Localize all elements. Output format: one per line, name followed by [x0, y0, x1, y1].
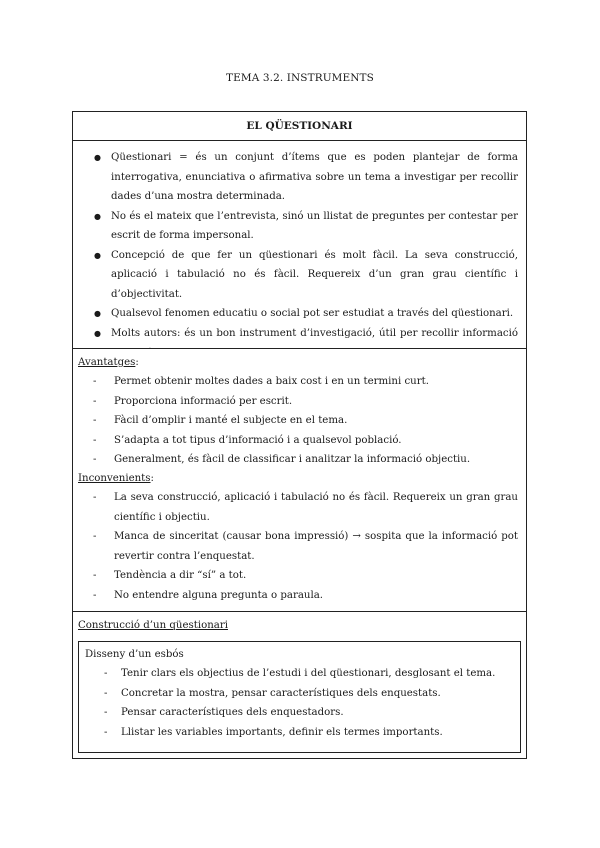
dash-icon: - [93, 376, 97, 387]
list-item: - Llistar les variables importants, definir els termes importants. [85, 723, 514, 743]
avantatges-list [78, 372, 520, 470]
dash-icon: - [93, 491, 97, 503]
list-item: ● Qüestionari = és un conjunt d’ítems que es poden plantejar de forma interrogativa, enunciativa o afirmativa sobre un tema a investigar per recollir dades d’una mostra determinada. [81, 148, 518, 207]
construction-box [72, 611, 527, 759]
list-item: - La seva construcció, aplicació i tabulació no és fàcil. Requereix un gran grau científic i objectiu. [78, 488, 520, 527]
bullet-icon: ● [94, 250, 101, 260]
definition-list [81, 148, 518, 363]
list-item: - Tendència a dir “sí” a tot. [78, 566, 520, 586]
pros-cons-box [72, 348, 527, 612]
list-item: - Permet obtenir moltes dades a baix cost i en un termini curt. [78, 372, 520, 392]
avantatges-heading: Avantatges: [78, 357, 139, 368]
list-item: - Manca de sinceritat (causar bona impressió) → sospita que la informació pot revertir contra l’enquestat. [78, 527, 520, 566]
dash-icon: - [93, 589, 97, 601]
dash-icon: - [104, 726, 108, 738]
esbos-box [78, 641, 521, 753]
esbos-list [85, 664, 514, 742]
list-item: - Pensar característiques dels enquestadors. [85, 703, 514, 723]
dash-icon: - [104, 687, 108, 699]
list-item: ● Qualsevol fenomen educatiu o social pot ser estudiat a través del qüestionari. [81, 304, 518, 324]
list-item: - Fàcil d’omplir i manté el subjecte en el tema. [78, 411, 520, 431]
list-item: - Generalment, és fàcil de classificar i analitzar la informació objectiu. [78, 450, 520, 470]
list-item: ● Concepció de que fer un qüestionari és molt fàcil. La seva construcció, aplicació i tabulació no és fàcil. Requereix d’un gran grau científic i d’objectivitat. [81, 246, 518, 305]
dash-icon: - [104, 668, 108, 679]
list-item: - S’adapta a tot tipus d’informació i a qualsevol població. [78, 431, 520, 451]
dash-icon: - [93, 454, 97, 466]
bullet-icon: ● [94, 328, 101, 338]
dash-icon: - [93, 434, 97, 446]
dash-icon: - [93, 395, 97, 407]
list-item: ● No és el mateix que l’entrevista, sinó un llistat de preguntes per contestar per escrit de forma impersonal. [81, 207, 518, 246]
esbos-title: Disseny d’un esbós [85, 649, 184, 660]
section-heading: EL QÜESTIONARI [72, 111, 527, 141]
document-title: TEMA 3.2. INSTRUMENTS [226, 72, 374, 84]
construccio-heading: Construcció d’un qüestionari [78, 620, 228, 631]
inconvenients-list [78, 488, 520, 606]
dash-icon: - [93, 531, 97, 543]
list-item: - No entendre alguna pregunta o paraula. [78, 586, 520, 606]
bullet-icon: ● [94, 211, 101, 221]
dash-icon: - [93, 415, 97, 427]
list-item: ● Molts autors: és un bon instrument d’investigació, útil per recollir informació [81, 324, 518, 363]
list-item: - Proporciona informació per escrit. [78, 392, 520, 412]
definition-box [72, 140, 527, 349]
bullet-icon: ● [94, 153, 101, 162]
dash-icon: - [104, 707, 108, 719]
bullet-icon: ● [94, 309, 101, 318]
list-item: - Concretar la mostra, pensar característiques dels enquestats. [85, 684, 514, 704]
list-item: - Tenir clars els objectius de l’estudi i del qüestionari, desglosant el tema. [85, 664, 514, 684]
inconvenients-heading: Inconvenients: [78, 472, 154, 484]
dash-icon: - [93, 570, 97, 582]
